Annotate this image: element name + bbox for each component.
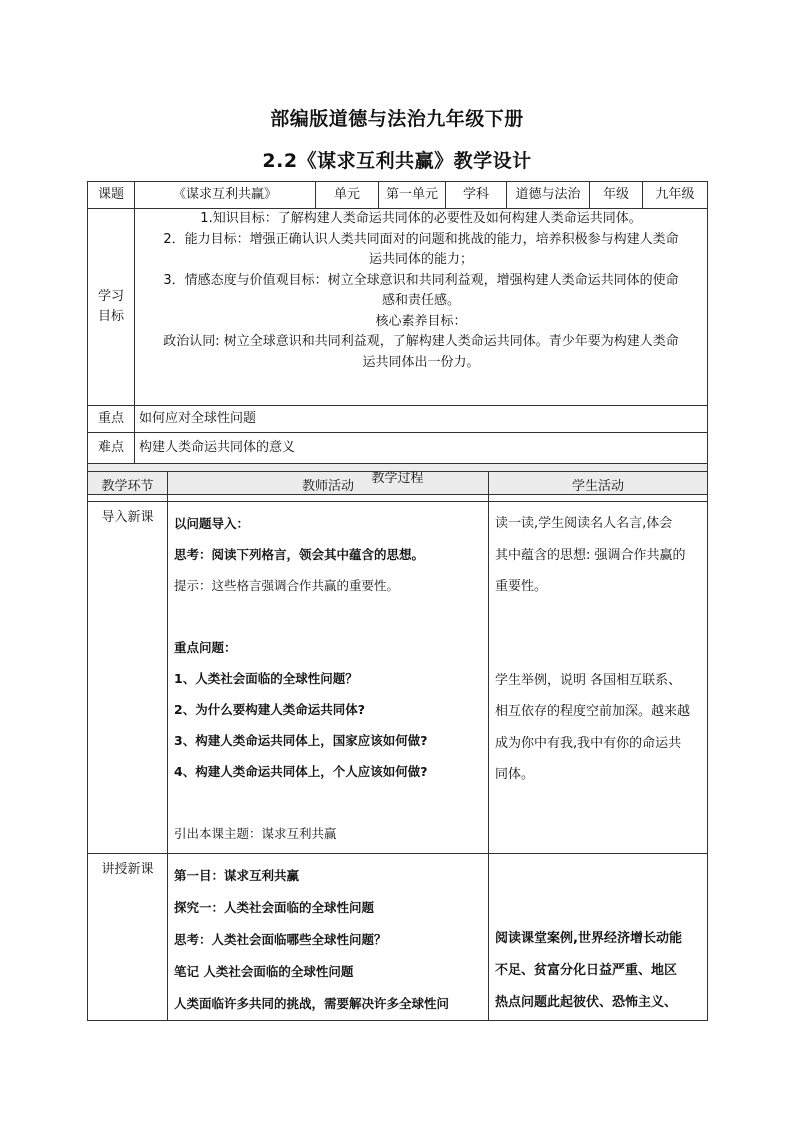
goal-line: 感和责任感。 [381, 293, 460, 308]
process-title: 教学过程 [88, 464, 708, 495]
goal-line: 1.知识目标：了解构建人类命运共同体的必要性及如何构建人类命运共同体。 [200, 211, 642, 226]
student-line: 学生举例，说明 各国相互联系、 [495, 672, 682, 688]
key-point-label: 重点 [88, 406, 135, 433]
lecture-line: 思考：人类社会面临哪些全球性问题？ [174, 932, 387, 947]
difficult-point-value: 构建人类命运共同体的意义 [135, 433, 708, 464]
document-subtitle: 2.2《谋求互利共赢》教学设计 [262, 150, 532, 172]
student-line: 不足、贫富分化日益严重、地区 [495, 963, 678, 978]
lead-topic-line: 引出本课主题：谋求互利共赢 [174, 826, 337, 841]
difficult-point-row [88, 433, 708, 464]
document-title: 部编版道德与法治九年级下册 [270, 108, 524, 130]
key-questions-title: 重点问题： [174, 640, 237, 655]
difficult-point-label: 难点 [88, 433, 135, 464]
goals-label [88, 209, 135, 406]
question-item: 2、为什么要构建人类命运共同体? [174, 702, 365, 717]
hint-line: 提示：这些格言强调合作共赢的重要性。 [174, 578, 400, 593]
unit-value: 第一单元 [379, 182, 446, 209]
goal-line: 3．情感态度与价值观目标：树立全球意识和共同利益观，增强构建人类命运共同体的使命 [163, 272, 679, 288]
grade-label: 年级 [590, 182, 643, 209]
goals-content [135, 209, 708, 406]
intro-teacher-activity [168, 502, 489, 854]
process-header-row [88, 472, 708, 502]
lecture-line: 笔记 人类社会面临的全球性问题 [174, 964, 354, 979]
intro-student-activity [489, 502, 708, 854]
goal-line: 核心素养目标： [375, 313, 467, 329]
student-line: 重要性。 [495, 579, 548, 594]
lecture-line: 探究一：人类社会面临的全球性问题 [174, 900, 375, 915]
student-line: 阅读课堂案例,世界经济增长动能 [495, 931, 682, 946]
student-line: 同体。 [495, 767, 535, 782]
topic-value: 《谋求互利共赢》 [135, 182, 316, 209]
goals-label-line1: 学习 [97, 289, 124, 304]
grade-value: 九年级 [643, 182, 708, 209]
process-table [87, 471, 708, 1021]
question-item: 1、人类社会面临的全球性问题？ [174, 671, 358, 686]
goal-line: 运共同体出一份力。 [362, 354, 480, 370]
lecture-student-activity [489, 854, 708, 1021]
key-point-value: 如何应对全球性问题 [135, 406, 708, 433]
question-item: 3、构建人类命运共同体上，国家应该如何做? [174, 733, 428, 748]
student-line: 热点问题此起彼伏、恐怖主义、 [495, 995, 678, 1010]
student-line: 相互依存的程度空前加深。越来越 [495, 704, 691, 719]
lecture-line: 第一目：谋求互利共赢 [174, 868, 300, 883]
key-point-row [88, 406, 708, 433]
goal-line: 运共同体的能力； [368, 252, 473, 267]
intro-section-row [88, 502, 708, 854]
lecture-section-row [88, 854, 708, 1021]
intro-stage: 导入新课 [88, 502, 168, 854]
lesson-info-table [87, 181, 708, 495]
topic-label: 课题 [88, 182, 135, 209]
intro-line: 以问题导入： [174, 516, 250, 531]
unit-label: 单元 [316, 182, 379, 209]
student-line: 其中蕴含的思想: 强调合作共赢的 [495, 547, 686, 563]
goal-line: 政治认同: 树立全球意识和共同利益观，了解构建人类命运共同体。青少年要为构建人类命 [163, 334, 679, 349]
teacher-header: 教师活动 [168, 472, 489, 502]
goals-label-line2: 目标 [97, 309, 124, 324]
goals-row [88, 209, 708, 406]
student-header: 学生活动 [489, 472, 708, 502]
student-line: 读一读,学生阅读名人名言,体会 [495, 516, 673, 531]
stage-header: 教学环节 [88, 472, 168, 502]
question-item: 4、构建人类命运共同体上，个人应该如何做? [174, 764, 428, 779]
lecture-teacher-activity [168, 854, 489, 1021]
lecture-stage: 讲授新课 [88, 854, 168, 1021]
subject-value: 道德与法治 [507, 182, 590, 209]
subject-label: 学科 [446, 182, 507, 209]
student-line: 成为你中有我,我中有你的命运共 [495, 735, 682, 751]
lecture-line: 人类面临许多共同的挑战，需要解决许多全球性问 [174, 996, 450, 1011]
think-line: 思考：阅读下列格言，领会其中蕴含的思想。 [174, 547, 425, 562]
goal-line: 2．能力目标：增强正确认识人类共同面对的问题和挑战的能力，培养积极参与构建人类命 [163, 231, 679, 247]
info-row [88, 182, 708, 209]
